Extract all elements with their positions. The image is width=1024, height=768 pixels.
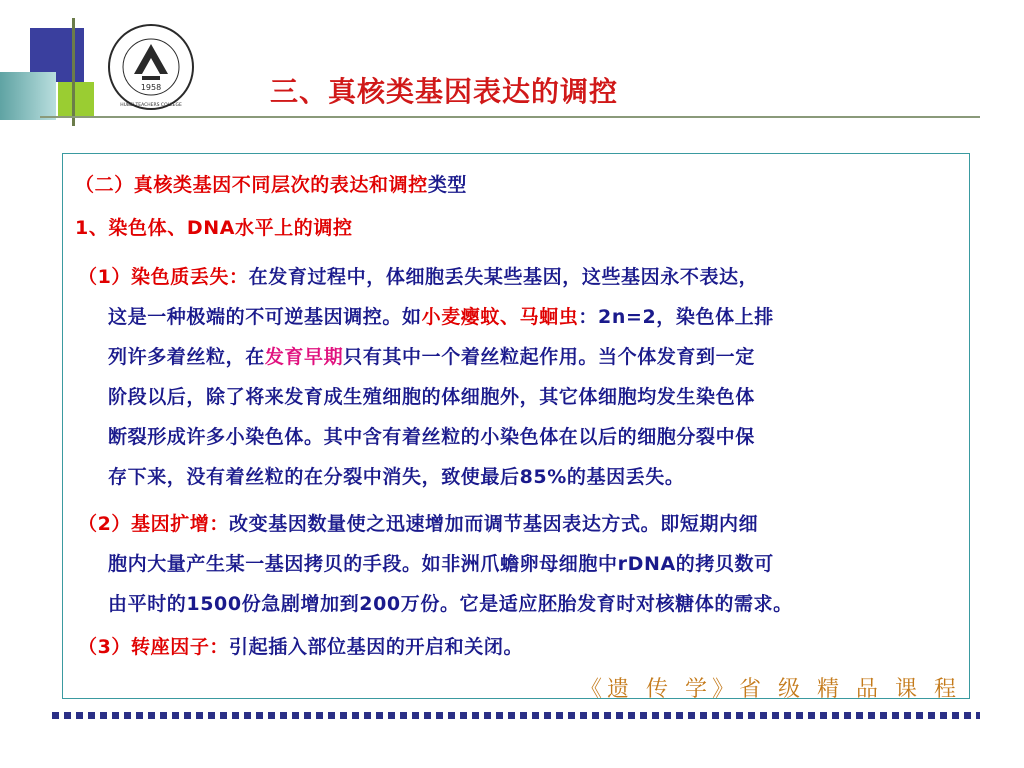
header-divider bbox=[40, 116, 980, 118]
item1-line2: 这是一种极端的不可逆基因调控。如小麦瘿蚊、马蛔虫：2n=2，染色体上排 bbox=[108, 306, 774, 328]
item2-line1: （2）基因扩增：改变基因数量使之迅速增加而调节基因表达方式。即短期内细 bbox=[78, 513, 759, 535]
item3-line1: （3）转座因子：引起插入部位基因的开启和关闭。 bbox=[78, 636, 524, 658]
item1-line5: 断裂形成许多小染色体。其中含有着丝粒的小染色体在以后的细胞分裂中保 bbox=[108, 426, 755, 448]
logo-year: 1958 bbox=[140, 83, 162, 92]
item1-line1: （1）染色质丢失：在发育过程中，体细胞丢失某些基因，这些基因永不表达， bbox=[78, 266, 759, 288]
decor-green-square bbox=[58, 82, 94, 116]
college-logo-icon bbox=[106, 22, 196, 112]
section-heading: （二）真核类基因不同层次的表达和调控类型 bbox=[75, 174, 468, 196]
item1-line6: 存下来，没有着丝粒的在分裂中消失，致使最后85%的基因丢失。 bbox=[108, 466, 685, 488]
item1-line3: 列许多着丝粒，在发育早期只有其中一个着丝粒起作用。当个体发育到一定 bbox=[108, 346, 755, 368]
sub-heading: 1、染色体、DNA水平上的调控 bbox=[75, 217, 353, 239]
page-title: 三、真核类基因表达的调控 bbox=[270, 75, 619, 108]
item2-line3: 由平时的1500份急剧增加到200万份。它是适应胚胎发育时对核糖体的需求。 bbox=[108, 593, 793, 615]
item1-line4: 阶段以后，除了将来发育成生殖细胞的体细胞外，其它体细胞均发生染色体 bbox=[108, 386, 755, 408]
decor-vertical-line bbox=[72, 18, 75, 126]
footer-dashed-divider bbox=[52, 712, 980, 719]
logo-latin-text: HUBEI TEACHERS COLLEGE bbox=[120, 103, 182, 108]
course-footer: 《遗 传 学》省 级 精 品 课 程 bbox=[580, 677, 961, 702]
decor-teal-block bbox=[0, 72, 56, 120]
item2-line2: 胞内大量产生某一基因拷贝的手段。如非洲爪蟾卵母细胞中rDNA的拷贝数可 bbox=[108, 553, 774, 575]
